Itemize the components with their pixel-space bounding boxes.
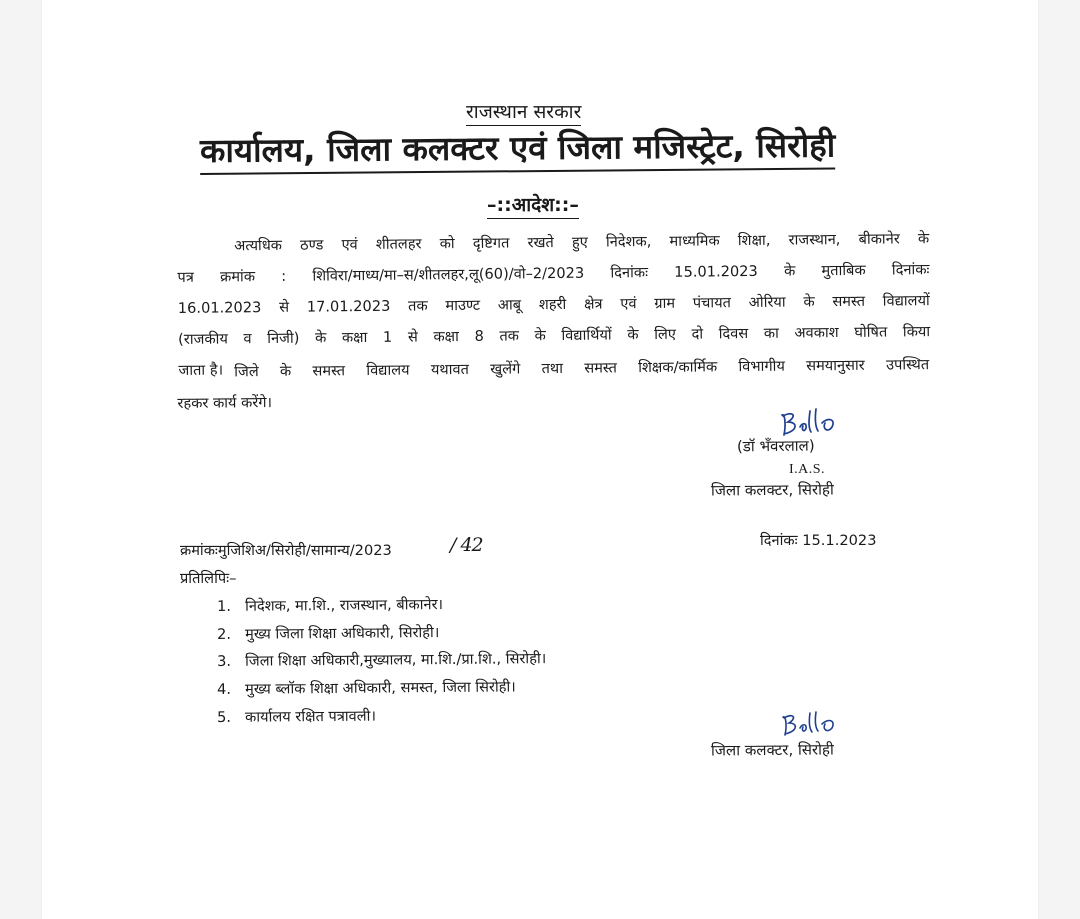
signature-2-icon bbox=[778, 708, 840, 738]
signatory-designation: जिला कलक्टर, सिरोही bbox=[710, 480, 834, 500]
paragraph-line: अत्यधिक ठण्ड एवं शीतलहर को दृष्टिगत रखते हुए निदेशक, माध्यमिक शिक्षा, राजस्थान, बीकानेर के bbox=[234, 230, 930, 255]
paragraph-line: पत्र क्रमांक : शिविरा/माध्य/मा–स/शीतलहर,लू(60)/वो–2/2023 दिनांकः 15.01.2023 के मुताबिक दिनांकः bbox=[177, 261, 930, 286]
reference-handwritten-number: / 42 bbox=[450, 534, 483, 556]
order-title: –::आदेश::– bbox=[487, 191, 579, 219]
order-date: दिनांकः 15.1.2023 bbox=[760, 532, 877, 549]
office-heading: कार्यालय, जिला कलक्टर एवं जिला मजिस्ट्रेट, सिरोही bbox=[200, 121, 836, 175]
signatory-2-designation: जिला कलक्टर, सिरोही bbox=[710, 740, 834, 760]
signatory-name: (डॉ भँवरलाल) bbox=[736, 436, 815, 456]
government-heading: राजस्थान सरकार bbox=[466, 98, 581, 126]
paragraph-line: 16.01.2023 से 17.01.2023 तक माउण्ट आबू शहरी क्षेत्र एवं ग्राम पंचायत ओरिया के समस्त विद्यालयों bbox=[177, 292, 930, 317]
signature-1-icon bbox=[776, 405, 842, 439]
left-margin bbox=[0, 0, 42, 919]
paragraph-line: जिले के समस्त विद्यालय यथावत खुलेंगे तथा समस्त शिक्षक/कार्मिक विभागीय समयानुसार उपस्थित bbox=[234, 356, 930, 381]
paragraph-line: रहकर कार्य करेंगे। bbox=[177, 394, 273, 412]
reference-number: क्रमांकःमुजिशिअ/सिरोही/सामान्य/2023 bbox=[180, 542, 392, 559]
signatory-service: I.A.S. bbox=[789, 462, 826, 477]
copy-list-item: 4. मुख्य ब्लॉक शिक्षा अधिकारी, समस्त, जिला सिरोही। bbox=[217, 678, 516, 698]
paragraph-line: जाता है। bbox=[178, 361, 224, 379]
copy-list-item: 2. मुख्य जिला शिक्षा अधिकारी, सिरोही। bbox=[217, 624, 440, 643]
copy-list-item: 3. जिला शिक्षा अधिकारी,मुख्यालय, मा.शि./प्रा.शि., सिरोही। bbox=[217, 650, 547, 670]
copy-list-item: 1. निदेशक, मा.शि., राजस्थान, बीकानेर। bbox=[217, 596, 444, 615]
copy-to-label: प्रतिलिपिः– bbox=[180, 570, 237, 587]
paragraph-line: (राजकीय व निजी) के कक्षा 1 से कक्षा 8 तक के विद्यार्थियों के लिए दो दिवस का अवकाश घोषित किया bbox=[178, 323, 931, 348]
copy-list-item: 5. कार्यालय रक्षित पत्रावली। bbox=[217, 707, 377, 726]
right-margin bbox=[1038, 0, 1080, 919]
